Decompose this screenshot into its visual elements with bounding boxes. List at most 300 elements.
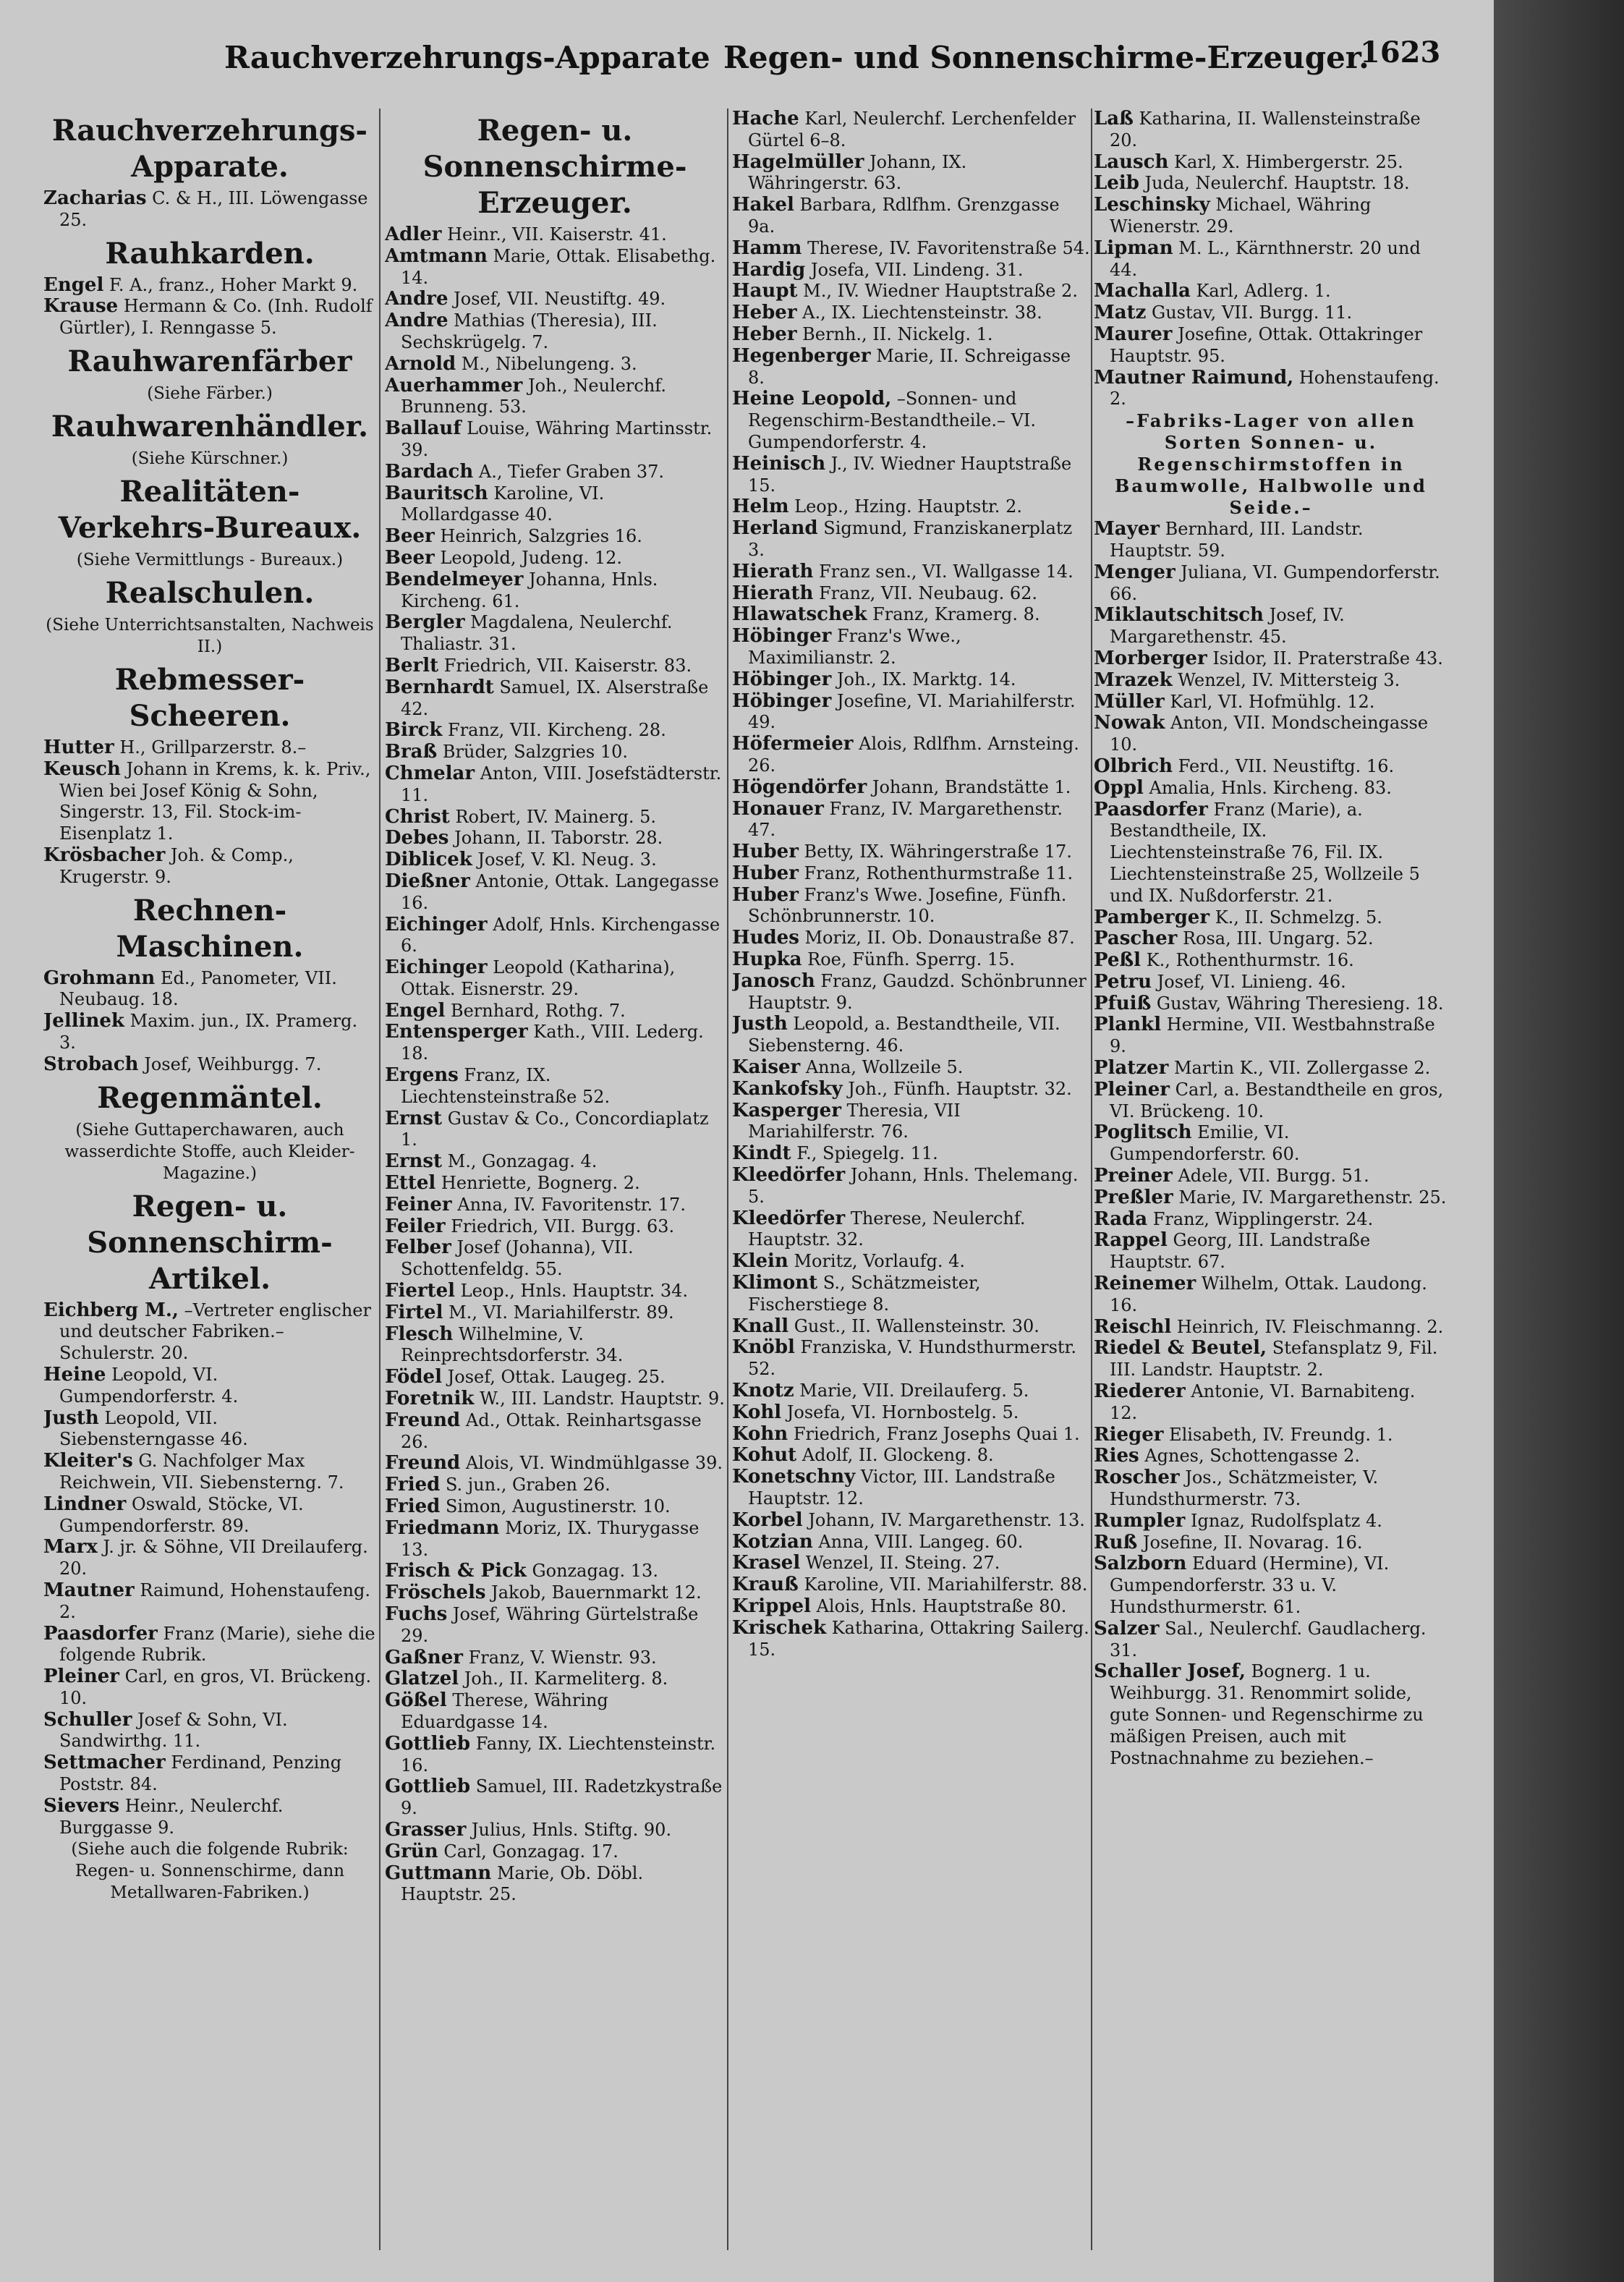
entry-address: Maxim. jun., IX. Pramerg. 3. — [59, 1011, 358, 1053]
entry-address: Josef, VI. Linieng. 46. — [1157, 971, 1346, 992]
entry-address: Bernhard, III. Landstr. Hauptstr. 59. — [1110, 519, 1364, 561]
directory-entry — [43, 1580, 376, 1624]
entry-name: Pleiner — [1094, 1078, 1170, 1100]
entry-name: Ries — [1094, 1445, 1139, 1467]
entry-name: Höfermeier — [732, 733, 854, 755]
entry-address: Martin K., VII. Zollergasse 2. — [1173, 1058, 1431, 1079]
entry-name: Korbel — [732, 1509, 803, 1531]
entry-name: Peßl — [1094, 949, 1142, 972]
entry-address: Leopold, VI. Gumpendorferstr. 4. — [59, 1364, 239, 1407]
entry-name: Kindt — [732, 1142, 791, 1165]
entry-name: Lindner — [43, 1493, 127, 1515]
directory-entry — [1094, 519, 1448, 562]
directory-entry — [1094, 1187, 1448, 1209]
directory-entry — [43, 296, 376, 339]
directory-entry — [385, 289, 725, 310]
section-heading: Rauhkarden. — [105, 236, 315, 271]
entry-name: Hudes — [732, 927, 799, 949]
running-header — [43, 35, 1447, 98]
entry-name: Reinemer — [1094, 1273, 1196, 1295]
entry-address: Elisabeth, IV. Freundg. 1. — [1169, 1424, 1393, 1445]
entry-address: Georg, III. Landstraße Hauptstr. 67. — [1110, 1230, 1371, 1273]
cross-reference-note: (Siehe auch die folgende Rubrik: Regen- u. Sonnenschirme, dann Metallwaren-Fabriken.) — [71, 1840, 349, 1903]
directory-entry — [385, 656, 725, 677]
entry-address: J., IV. Wiedner Hauptstraße 15. — [748, 453, 1072, 496]
entry-address: Agnes, Schottengasse 2. — [1144, 1446, 1361, 1467]
entry-address: Johann in Krems, k. k. Priv., Wien bei Josef König & Sohn, Singerstr. 13, Fil. Stock-im-Eisenplatz 1. — [59, 758, 371, 844]
entry-address: S. jun., Graben 26. — [445, 1475, 611, 1496]
directory-entry — [385, 1863, 725, 1906]
entry-name: Heine — [43, 1363, 106, 1386]
entry-name: Paasdorfer — [1094, 798, 1208, 820]
entry-address: Josef & Sohn, VI. Sandwirthg. 11. — [59, 1709, 288, 1752]
entry-name: Bauritsch — [385, 482, 488, 504]
directory-entry — [385, 1195, 725, 1216]
entry-address: Ed., Panometer, VII. Neubaug. 18. — [59, 967, 337, 1010]
entry-name: Krause — [43, 295, 119, 318]
directory-entry — [385, 849, 725, 871]
entry-name: Nowak — [1094, 712, 1165, 734]
directory-entry — [732, 1445, 1090, 1467]
entry-name: Olbrich — [1094, 755, 1173, 777]
directory-entry — [43, 968, 376, 1011]
entry-address: Bernh., II. Nickelg. 1. — [802, 323, 993, 344]
entry-address: Josef (Johanna), VII. Schottenfeldg. 55. — [401, 1237, 634, 1280]
directory-entry — [732, 863, 1090, 885]
directory-entry — [385, 1647, 725, 1669]
directory-entry — [385, 612, 725, 656]
entry-name: Bardach — [385, 460, 474, 483]
entry-name: Gaßner — [385, 1646, 463, 1668]
entry-name: Kankofsky — [732, 1077, 843, 1100]
entry-address: Louise, Währing Martinsstr. 39. — [401, 418, 713, 460]
entry-name: Konetschny — [732, 1466, 856, 1488]
entry-address: Michael, Währing Wienerstr. 29. — [1110, 195, 1372, 237]
entry-address: Gustav, Währing Theresieng. 18. — [1156, 993, 1444, 1014]
directory-entry — [1094, 195, 1448, 238]
directory-entry — [1094, 692, 1448, 713]
entry-address: Carl, a. Bestandtheile en gros, VI. Brückeng. 10. — [1110, 1079, 1444, 1121]
section-heading: Regenmäntel. — [97, 1080, 323, 1115]
directory-entry — [385, 1496, 725, 1518]
entry-name: Hardig — [732, 258, 806, 281]
directory-entry — [1094, 713, 1448, 756]
entry-address: Sal., Neulerchf. Gaudlacherg. 31. — [1110, 1618, 1427, 1660]
entry-name: Plankl — [1094, 1014, 1162, 1036]
entry-name: Pamberger — [1094, 906, 1210, 928]
entry-address: Josef, Weihburgg. 7. — [144, 1053, 322, 1074]
section-heading: Regen- u. Sonnenschirm-Artikel. — [87, 1189, 333, 1296]
directory-entry — [43, 1494, 376, 1537]
entry-name: Pascher — [1094, 928, 1178, 950]
column-divider — [727, 109, 728, 2250]
directory-entry — [43, 1624, 376, 1667]
directory-entry — [732, 195, 1090, 238]
entry-name: Firtel — [385, 1301, 443, 1323]
column-2 — [385, 109, 725, 2250]
entry-name: Gottlieb — [385, 1732, 471, 1755]
entry-name: Menger — [1094, 561, 1176, 583]
entry-name: Matz — [1094, 302, 1147, 324]
entry-name: Knöbl — [732, 1336, 795, 1359]
directory-entry — [385, 1776, 725, 1820]
entry-address: Marie, Ob. Döbl. Hauptstr. 25. — [401, 1862, 644, 1905]
entry-address: Franz, Rothenthurmstraße 11. — [804, 862, 1074, 883]
entry-name: Rappel — [1094, 1229, 1168, 1252]
entry-name: Justh — [732, 1013, 788, 1035]
entry-name: Chmelar — [385, 762, 475, 784]
entry-address: Marie, VII. Dreilauferg. 5. — [799, 1380, 1029, 1401]
entry-address: Josef, IV. Margarethenstr. 45. — [1110, 605, 1345, 648]
entry-address: Friedrich, VII. Burgg. 63. — [451, 1216, 675, 1237]
directory-entry — [385, 871, 725, 915]
entry-address: Josefa, VI. Hornbostelg. 5. — [786, 1401, 1019, 1422]
directory-entry — [1094, 562, 1448, 606]
entry-name: Arnold — [385, 352, 456, 375]
directory-entry — [732, 260, 1090, 281]
directory-entry — [732, 518, 1090, 561]
directory-entry — [385, 1690, 725, 1734]
directory-entry — [732, 1553, 1090, 1574]
directory-entry — [385, 677, 725, 721]
entry-name: Beer — [385, 525, 435, 548]
entry-address: Joh., II. Karmeliterg. 8. — [464, 1668, 668, 1689]
directory-entry — [732, 1057, 1090, 1079]
entry-name: Leib — [1094, 172, 1139, 195]
entry-name: Hamm — [732, 237, 802, 259]
entry-name: Justh — [43, 1407, 99, 1429]
directory-entry — [732, 281, 1090, 302]
entry-address: Moriz, IX. Thurygasse 13. — [401, 1517, 700, 1560]
entry-address: H., Grillparzerstr. 8.– — [119, 737, 307, 758]
directory-entry — [732, 454, 1090, 497]
entry-name: Flesch — [385, 1323, 454, 1345]
entry-name: Klein — [732, 1250, 788, 1273]
directory-entry — [43, 1666, 376, 1710]
entry-name: Miklautschitsch — [1094, 604, 1264, 627]
entry-name: Bernhardt — [385, 676, 494, 698]
entry-name: Hupka — [732, 949, 802, 971]
entry-name: Sievers — [43, 1794, 120, 1817]
directory-entry — [732, 1273, 1090, 1316]
entry-name: Hache — [732, 109, 799, 130]
entry-name: Müller — [1094, 690, 1165, 713]
entry-name: Pfuiß — [1094, 992, 1152, 1014]
directory-entry — [1094, 1338, 1448, 1381]
directory-entry — [385, 569, 725, 613]
entry-address: Franz (Marie), a. Bestandtheile, IX. Liechtensteinstraße 76, Fil. IX. Liechtensteinstraße 25, Wollzeile 5 und IX. Nußdorferstr. 21. — [1110, 799, 1420, 906]
entry-address: Anton, VII. Mondscheingasse 10. — [1110, 713, 1429, 755]
entry-address: Samuel, IX. Alserstraße 42. — [401, 676, 709, 719]
entry-name: Huber — [732, 841, 799, 863]
entry-address: Franz, IX. Liechtensteinstraße 52. — [401, 1065, 611, 1107]
directory-entry — [1094, 1511, 1448, 1532]
entry-name: Högendörfer — [732, 776, 867, 798]
directory-entry — [732, 346, 1090, 389]
entry-address: Katharina, Ottakring Sailerg. 15. — [748, 1617, 1089, 1660]
directory-entry — [732, 152, 1090, 195]
entry-address: Isidor, II. Praterstraße 43. — [1212, 648, 1443, 669]
entry-address: A., Tiefer Graben 37. — [478, 461, 664, 482]
directory-entry — [1094, 1446, 1448, 1467]
entry-name: Lausch — [1094, 150, 1169, 173]
entry-name: Hagelmüller — [732, 150, 864, 173]
directory-entry — [732, 1014, 1090, 1057]
entry-name: Fuchs — [385, 1603, 448, 1625]
directory-entry — [385, 1604, 725, 1647]
directory-entry — [1094, 648, 1448, 670]
entry-address: Kath., VIII. Lederg. 18. — [401, 1022, 704, 1064]
entry-address: Karoline, VII. Mariahilferstr. 88. — [804, 1574, 1088, 1595]
entry-name: Oppl — [1094, 776, 1144, 799]
entry-name: Eichinger — [385, 957, 488, 979]
entry-address: Theresia, VII Mariahilferstr. 76. — [748, 1100, 961, 1142]
entry-name: Foretnik — [385, 1388, 475, 1410]
directory-entry — [385, 1453, 725, 1475]
entry-address: Ferdinand, Penzing Poststr. 84. — [59, 1752, 342, 1795]
entry-address: Franziska, V. Hundsthurmerstr. 52. — [748, 1337, 1076, 1380]
entry-address: M., VI. Mariahilferstr. 89. — [448, 1302, 674, 1323]
directory-entry — [385, 246, 725, 289]
entry-address: Franz's Wwe. Josefine, Fünfh. Schönbrunnerstr. 10. — [748, 884, 1067, 927]
entry-address: Bognerg. 1 u. Weihburgg. 31. Renommirt solide, gute Sonnen- und Regenschirme zu mäßigen Preisen, auch mit Postnachnahme zu beziehen.– — [1110, 1661, 1424, 1768]
directory-entry — [732, 583, 1090, 605]
entry-address: Magdalena, Neulerchf. Thaliastr. 31. — [401, 612, 673, 655]
entry-name: Heber — [732, 323, 797, 345]
entry-address: –Sonnen- und Regenschirm-Bestandtheile.– VI. Gumpendorferstr. 4. — [748, 389, 1037, 452]
entry-address: Oswald, Stöcke, VI. Gumpendorferstr. 89. — [59, 1493, 304, 1536]
entry-name: Fried — [385, 1496, 441, 1518]
entry-address: Johann, II. Taborstr. 28. — [454, 828, 663, 849]
entry-name: Ettel — [385, 1172, 436, 1195]
directory-entry — [43, 1408, 376, 1451]
directory-entry — [385, 828, 725, 849]
directory-entry — [385, 548, 725, 569]
entry-name: Friedmann — [385, 1517, 500, 1539]
directory-entry — [732, 561, 1090, 583]
entry-address: Wilhelmine, V. Reinprechtsdorferstr. 34. — [401, 1323, 624, 1366]
entry-name: Kohut — [732, 1444, 797, 1467]
directory-entry — [43, 1451, 376, 1494]
entry-address: Johanna, Hnls. Kircheng. 61. — [401, 569, 658, 611]
cross-reference-note: (Siehe Vermittlungs - Bureaux.) — [76, 550, 344, 569]
directory-entry — [43, 759, 376, 845]
entry-address: Josef, V. Kl. Neug. 3. — [477, 849, 657, 870]
directory-entry — [1094, 1273, 1448, 1317]
entry-name: Leschinsky — [1094, 194, 1210, 216]
directory-entry — [732, 885, 1090, 928]
entry-name: Machalla — [1094, 280, 1191, 302]
entry-address: Joh., IX. Marktg. 14. — [836, 669, 1016, 690]
entry-name: Knall — [732, 1315, 789, 1337]
entry-address: Wenzel, II. Steing. 27. — [805, 1553, 1000, 1574]
directory-entry — [385, 1367, 725, 1388]
entry-address: Friedrich, Franz Josephs Quai 1. — [793, 1423, 1080, 1444]
section-heading: Rauchverzehrungs-Apparate. — [52, 114, 367, 184]
entry-name: Kotzian — [732, 1530, 813, 1553]
section-heading: Rauhwarenhändler. — [51, 409, 369, 444]
entry-name: Schuller — [43, 1708, 132, 1731]
entry-address: Therese, Neulerchf. Hauptstr. 32. — [748, 1208, 1026, 1250]
entry-name: Mautner — [43, 1579, 135, 1601]
directory-entry — [732, 389, 1090, 453]
entry-address: F. A., franz., Hoher Markt 9. — [109, 274, 358, 295]
directory-entry — [43, 1365, 376, 1408]
directory-entry — [1094, 173, 1448, 195]
entry-address: Karl, X. Himbergerstr. 25. — [1174, 151, 1403, 172]
entry-name: Hlawatschek — [732, 603, 867, 626]
entry-address: Johann, IV. Margarethenstr. 13. — [808, 1509, 1085, 1530]
entry-address: Karl, Adlerg. 1. — [1196, 281, 1331, 302]
directory-entry — [1094, 368, 1448, 411]
entry-address: Josefine, II. Novarag. 16. — [1142, 1532, 1363, 1553]
entry-name: Reischl — [1094, 1315, 1172, 1338]
entry-name: Feiner — [385, 1193, 452, 1216]
entry-name: Ernst — [385, 1107, 443, 1129]
entry-address: M., IV. Wiedner Hauptstraße 2. — [803, 281, 1078, 302]
directory-entry — [1094, 1209, 1448, 1231]
directory-entry — [732, 1316, 1090, 1338]
entry-address: Anna, Wollzeile 5. — [805, 1057, 964, 1078]
entry-name: Auerhammer — [385, 374, 523, 396]
entry-name: Andre — [385, 310, 448, 332]
entry-address: Alois, Hnls. Hauptstraße 80. — [816, 1595, 1067, 1616]
directory-entry — [1094, 1661, 1448, 1769]
entry-name: Eichberg M., — [43, 1299, 179, 1321]
entry-address: Joh., Fünfh. Hauptstr. 32. — [848, 1078, 1072, 1099]
entry-name: Salzborn — [1094, 1553, 1187, 1575]
directory-entry — [732, 1574, 1090, 1596]
directory-entry — [732, 1380, 1090, 1402]
entry-name: Beer — [385, 546, 435, 569]
entry-address: Simon, Augustinerstr. 10. — [445, 1496, 671, 1517]
entry-address: Adolf, II. Glockeng. 8. — [802, 1445, 994, 1466]
section-heading: Realschulen. — [105, 575, 315, 610]
directory-entry — [1094, 1553, 1448, 1618]
entry-address: Johann, IX. Währingerstr. 63. — [748, 151, 967, 194]
header-right-title: Regen- und Sonnenschirme-Erzeuger. — [723, 40, 1369, 75]
entry-address: Rosa, III. Ungarg. 52. — [1182, 928, 1374, 949]
entry-address: Josef, Währing Gürtelstraße 29. — [401, 1604, 699, 1646]
entry-address: Therese, Währing Eduardgasse 14. — [401, 1690, 608, 1732]
column-divider — [1091, 109, 1092, 2250]
directory-entry — [385, 742, 725, 763]
directory-entry — [1094, 907, 1448, 929]
entry-address: Julius, Hnls. Stiftg. 90. — [471, 1819, 672, 1840]
entry-name: Zacharias — [43, 187, 147, 209]
directory-entry — [385, 1237, 725, 1281]
entry-name: Preiner — [1094, 1165, 1173, 1187]
entry-address: Josef, VII. Neustiftg. 49. — [454, 289, 666, 310]
entry-name: Knotz — [732, 1380, 794, 1402]
entry-address: Sigmund, Franziskanerplatz 3. — [748, 518, 1073, 560]
entry-name: Braß — [385, 741, 438, 763]
section-heading: Rechnen-Maschinen. — [116, 893, 304, 964]
entry-name: Mautner Raimund, — [1094, 366, 1294, 389]
entry-name: Jellinek — [43, 1010, 124, 1032]
entry-address: Victor, III. Landstraße Hauptstr. 12. — [748, 1467, 1055, 1509]
entry-name: Christ — [385, 805, 450, 828]
entry-address: Gustav & Co., Concordiaplatz 1. — [401, 1108, 709, 1150]
entry-address: Ad., Ottak. Reinhartsgasse 26. — [401, 1409, 702, 1452]
directory-entry — [385, 1216, 725, 1238]
entry-address: Adele, VII. Burgg. 51. — [1178, 1166, 1369, 1187]
entry-name: Fried — [385, 1474, 441, 1496]
entry-address: G. Nachfolger Max Reichwein, VII. Siebensterng. 7. — [59, 1451, 344, 1493]
entry-address: F., Spiegelg. 11. — [796, 1143, 938, 1164]
entry-address: Juliana, VI. Gumpendorferstr. 66. — [1110, 561, 1440, 604]
entry-name: Gößel — [385, 1689, 447, 1712]
directory-entry — [732, 1510, 1090, 1532]
directory-entry — [43, 1537, 376, 1580]
entry-name: Höbinger — [732, 690, 832, 712]
entry-address: Gust., II. Wallensteinstr. 30. — [794, 1315, 1040, 1336]
directory-entry — [385, 1388, 725, 1410]
entry-address: Heinrich, Salzgries 16. — [440, 526, 642, 547]
entry-address: Henriette, Bognerg. 2. — [441, 1173, 640, 1194]
entry-address: Josef, Ottak. Laugeg. 25. — [447, 1367, 666, 1388]
directory-entry — [1094, 993, 1448, 1015]
directory-entry — [385, 1151, 725, 1173]
directory-entry — [732, 841, 1090, 863]
directory-entry — [385, 807, 725, 828]
entry-address: Leopold, a. Bestandtheile, VII. Siebensterng. 46. — [748, 1014, 1060, 1056]
entry-name: Fiertel — [385, 1280, 456, 1302]
directory-entry — [1094, 1080, 1448, 1123]
directory-entry — [732, 1337, 1090, 1380]
directory-entry — [385, 1518, 725, 1561]
entry-name: Keusch — [43, 758, 121, 780]
directory-entry — [1094, 670, 1448, 692]
directory-entry — [732, 109, 1090, 152]
directory-entry — [385, 1108, 725, 1152]
entry-name: Guttmann — [385, 1862, 492, 1884]
directory-entry — [1094, 238, 1448, 281]
entry-name: Höbinger — [732, 625, 832, 648]
entry-address: Katharina, II. Wallensteinstraße 20. — [1110, 109, 1421, 150]
directory-entry — [1094, 950, 1448, 972]
entry-address: Fanny, IX. Liechtensteinstr. 16. — [401, 1733, 716, 1776]
advertisement-text: –Fabriks-Lager von allen Sorten Sonnen- u. Regenschirmstoffen in Baumwolle, Halbwolle und Seide.– — [1115, 410, 1427, 519]
entry-address: Ignaz, Rudolfsplatz 4. — [1190, 1510, 1382, 1531]
entry-name: Dießner — [385, 870, 470, 892]
directory-entry — [1094, 605, 1448, 648]
entry-address: Carl, Gonzagag. 17. — [443, 1841, 618, 1862]
entry-address: Franz, Kramerg. 8. — [872, 604, 1040, 625]
entry-name: Petru — [1094, 970, 1152, 993]
entry-address: Leop., Hzing. Hauptstr. 2. — [794, 496, 1022, 517]
directory-entry — [1094, 281, 1448, 302]
directory-entry — [732, 626, 1090, 669]
entry-address: Robert, IV. Mainerg. 5. — [455, 806, 657, 827]
entry-address: Franz (Marie), siehe die folgende Rubrik. — [59, 1623, 375, 1666]
directory-entry — [1094, 1122, 1448, 1166]
entry-name: Gottlieb — [385, 1776, 471, 1798]
directory-entry — [732, 1079, 1090, 1100]
entry-address: Karl, Neulerchf. Lerchenfelder Gürtel 6–8. — [748, 109, 1076, 150]
directory-entry — [385, 1324, 725, 1367]
directory-entry — [43, 1796, 376, 1839]
directory-entry — [1094, 799, 1448, 907]
entry-address: Raimund, Hohenstaufeng. 2. — [59, 1579, 370, 1622]
entry-address: Hermine, VII. Westbahnstraße 9. — [1110, 1014, 1435, 1057]
directory-entry — [1094, 972, 1448, 993]
cross-reference-note: (Siehe Guttaperchawaren, auch wasserdichte Stoffe, auch Kleider-Magazine.) — [64, 1120, 355, 1183]
entry-name: Engel — [43, 273, 104, 296]
entry-name: Mayer — [1094, 518, 1160, 540]
entry-name: Ergens — [385, 1064, 459, 1087]
entry-address: M., Gonzagag. 4. — [447, 1151, 598, 1172]
